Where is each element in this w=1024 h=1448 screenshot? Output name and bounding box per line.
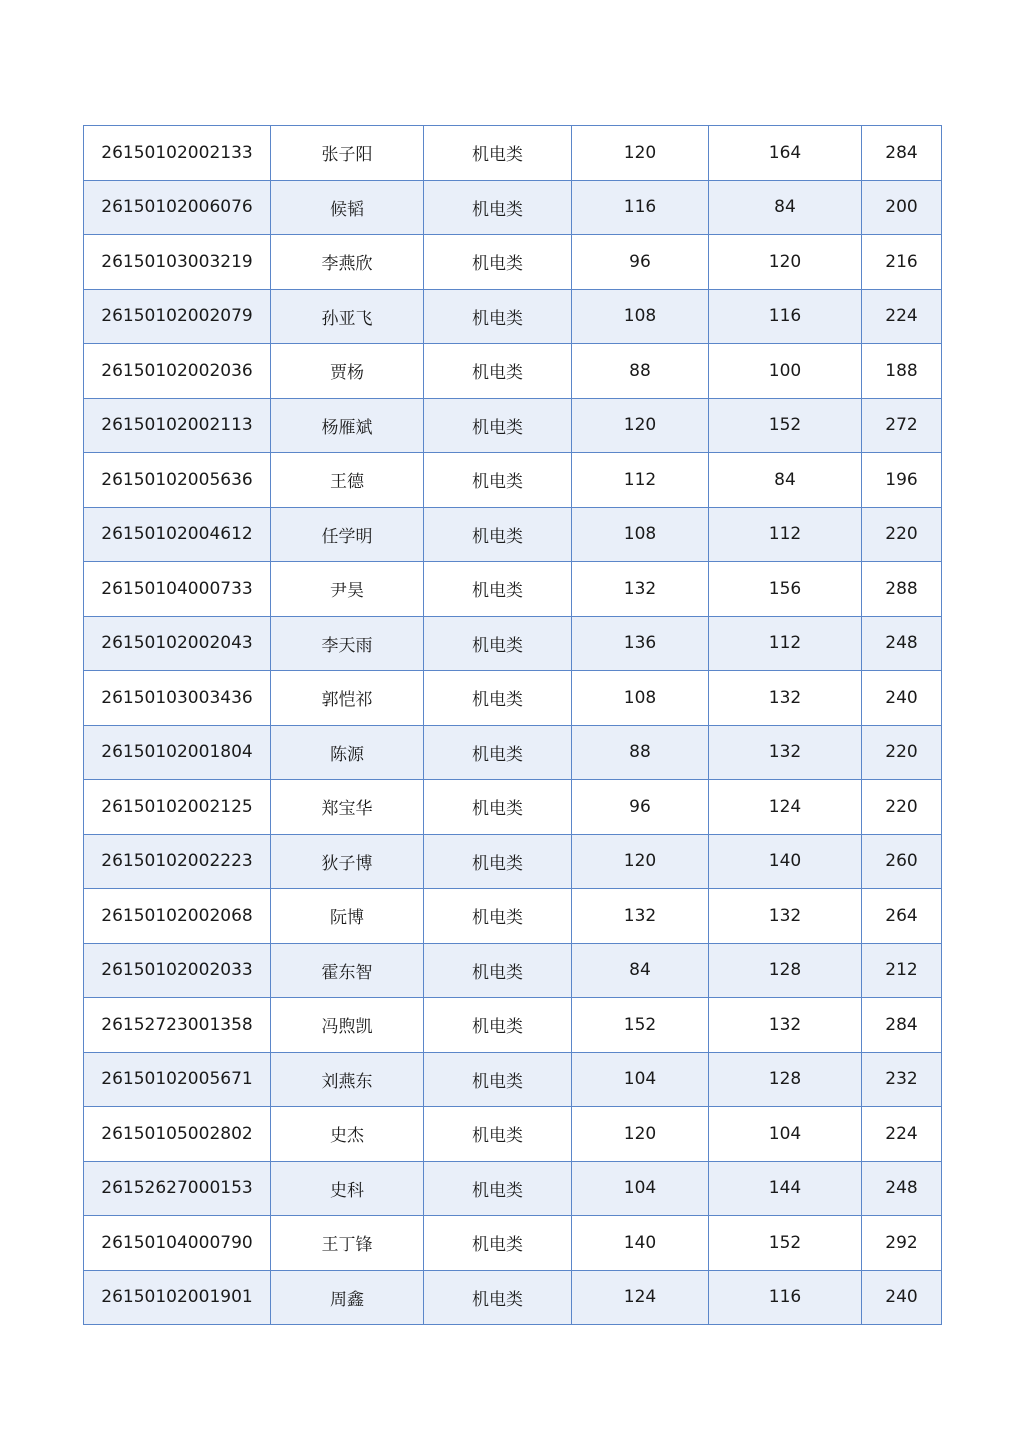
cell-score-1: 120 — [572, 1107, 709, 1162]
cell-score-1: 88 — [572, 725, 709, 780]
table-row — [84, 562, 942, 617]
cell-name: 李燕欣 — [271, 235, 424, 290]
cell-name: 史杰 — [271, 1107, 424, 1162]
cell-major: 机电类 — [424, 1052, 572, 1107]
table-row — [84, 671, 942, 726]
cell-name: 孙亚飞 — [271, 289, 424, 344]
cell-name: 郑宝华 — [271, 780, 424, 835]
cell-score-1: 120 — [572, 834, 709, 889]
cell-score-2: 132 — [709, 671, 862, 726]
cell-total: 292 — [862, 1216, 942, 1271]
cell-score-1: 96 — [572, 780, 709, 835]
cell-score-2: 128 — [709, 1052, 862, 1107]
cell-exam-id: 26150102006076 — [84, 180, 271, 235]
cell-total: 220 — [862, 725, 942, 780]
table-row — [84, 1270, 942, 1325]
cell-name: 贾杨 — [271, 344, 424, 399]
cell-exam-id: 26150102005671 — [84, 1052, 271, 1107]
cell-total: 284 — [862, 126, 942, 181]
cell-major: 机电类 — [424, 889, 572, 944]
cell-total: 196 — [862, 453, 942, 508]
cell-score-1: 132 — [572, 889, 709, 944]
cell-exam-id: 26150103003436 — [84, 671, 271, 726]
cell-major: 机电类 — [424, 1161, 572, 1216]
cell-total: 248 — [862, 1161, 942, 1216]
cell-exam-id: 26150102001901 — [84, 1270, 271, 1325]
cell-score-1: 104 — [572, 1052, 709, 1107]
cell-score-2: 152 — [709, 1216, 862, 1271]
cell-score-2: 124 — [709, 780, 862, 835]
cell-name: 杨雁斌 — [271, 398, 424, 453]
cell-name: 史科 — [271, 1161, 424, 1216]
cell-score-1: 132 — [572, 562, 709, 617]
cell-exam-id: 26150102005636 — [84, 453, 271, 508]
cell-exam-id: 26150102002113 — [84, 398, 271, 453]
table-row — [84, 398, 942, 453]
cell-score-2: 116 — [709, 289, 862, 344]
cell-name: 狄子博 — [271, 834, 424, 889]
table-row — [84, 943, 942, 998]
table-row — [84, 1107, 942, 1162]
cell-total: 240 — [862, 1270, 942, 1325]
cell-major: 机电类 — [424, 562, 572, 617]
cell-score-1: 108 — [572, 671, 709, 726]
cell-exam-id: 26152627000153 — [84, 1161, 271, 1216]
cell-exam-id: 26150104000733 — [84, 562, 271, 617]
cell-major: 机电类 — [424, 1107, 572, 1162]
table-row — [84, 1161, 942, 1216]
cell-score-2: 152 — [709, 398, 862, 453]
score-table — [83, 125, 942, 1325]
cell-total: 240 — [862, 671, 942, 726]
table-row — [84, 344, 942, 399]
cell-score-1: 88 — [572, 344, 709, 399]
cell-exam-id: 26150104000790 — [84, 1216, 271, 1271]
cell-exam-id: 26150102002068 — [84, 889, 271, 944]
cell-exam-id: 26150102002223 — [84, 834, 271, 889]
cell-score-2: 140 — [709, 834, 862, 889]
cell-name: 任学明 — [271, 507, 424, 562]
cell-major: 机电类 — [424, 180, 572, 235]
table-row — [84, 126, 942, 181]
cell-score-2: 156 — [709, 562, 862, 617]
cell-total: 220 — [862, 507, 942, 562]
cell-name: 霍东智 — [271, 943, 424, 998]
cell-score-1: 120 — [572, 126, 709, 181]
cell-major: 机电类 — [424, 725, 572, 780]
cell-score-2: 164 — [709, 126, 862, 181]
cell-score-1: 140 — [572, 1216, 709, 1271]
cell-score-1: 84 — [572, 943, 709, 998]
cell-score-1: 108 — [572, 289, 709, 344]
cell-exam-id: 26150105002802 — [84, 1107, 271, 1162]
cell-exam-id: 26150103003219 — [84, 235, 271, 290]
cell-major: 机电类 — [424, 1270, 572, 1325]
cell-name: 刘燕东 — [271, 1052, 424, 1107]
cell-exam-id: 26150102002125 — [84, 780, 271, 835]
cell-total: 200 — [862, 180, 942, 235]
cell-score-2: 100 — [709, 344, 862, 399]
cell-major: 机电类 — [424, 1216, 572, 1271]
cell-name: 王德 — [271, 453, 424, 508]
cell-score-2: 112 — [709, 616, 862, 671]
cell-exam-id: 26152723001358 — [84, 998, 271, 1053]
cell-major: 机电类 — [424, 453, 572, 508]
cell-total: 224 — [862, 289, 942, 344]
cell-name: 陈源 — [271, 725, 424, 780]
table-row — [84, 453, 942, 508]
table-row — [84, 1052, 942, 1107]
cell-score-1: 96 — [572, 235, 709, 290]
cell-name: 尹昊 — [271, 562, 424, 617]
cell-major: 机电类 — [424, 398, 572, 453]
cell-major: 机电类 — [424, 616, 572, 671]
cell-total: 260 — [862, 834, 942, 889]
cell-name: 冯煦凯 — [271, 998, 424, 1053]
cell-total: 272 — [862, 398, 942, 453]
cell-total: 212 — [862, 943, 942, 998]
cell-score-2: 120 — [709, 235, 862, 290]
cell-major: 机电类 — [424, 126, 572, 181]
cell-total: 216 — [862, 235, 942, 290]
cell-major: 机电类 — [424, 289, 572, 344]
cell-total: 264 — [862, 889, 942, 944]
cell-score-1: 120 — [572, 398, 709, 453]
table-row — [84, 235, 942, 290]
cell-major: 机电类 — [424, 943, 572, 998]
cell-score-1: 152 — [572, 998, 709, 1053]
cell-exam-id: 26150102001804 — [84, 725, 271, 780]
table-row — [84, 998, 942, 1053]
table-row — [84, 180, 942, 235]
table-body — [84, 126, 942, 1325]
cell-score-1: 104 — [572, 1161, 709, 1216]
cell-score-2: 132 — [709, 889, 862, 944]
cell-score-1: 112 — [572, 453, 709, 508]
table-row — [84, 616, 942, 671]
cell-score-1: 136 — [572, 616, 709, 671]
cell-name: 张子阳 — [271, 126, 424, 181]
cell-name: 郭恺祁 — [271, 671, 424, 726]
cell-total: 224 — [862, 1107, 942, 1162]
table-row — [84, 1216, 942, 1271]
table-row — [84, 889, 942, 944]
cell-total: 284 — [862, 998, 942, 1053]
cell-name: 周鑫 — [271, 1270, 424, 1325]
cell-score-2: 128 — [709, 943, 862, 998]
cell-score-2: 112 — [709, 507, 862, 562]
cell-name: 候韬 — [271, 180, 424, 235]
cell-score-1: 108 — [572, 507, 709, 562]
cell-score-2: 104 — [709, 1107, 862, 1162]
cell-total: 188 — [862, 344, 942, 399]
cell-name: 李天雨 — [271, 616, 424, 671]
cell-major: 机电类 — [424, 235, 572, 290]
cell-score-1: 124 — [572, 1270, 709, 1325]
cell-major: 机电类 — [424, 834, 572, 889]
cell-score-2: 132 — [709, 725, 862, 780]
cell-total: 248 — [862, 616, 942, 671]
cell-exam-id: 26150102002036 — [84, 344, 271, 399]
cell-name: 阮博 — [271, 889, 424, 944]
cell-exam-id: 26150102002043 — [84, 616, 271, 671]
cell-score-2: 116 — [709, 1270, 862, 1325]
cell-major: 机电类 — [424, 344, 572, 399]
table-row — [84, 289, 942, 344]
cell-score-2: 144 — [709, 1161, 862, 1216]
cell-major: 机电类 — [424, 671, 572, 726]
cell-major: 机电类 — [424, 507, 572, 562]
cell-total: 220 — [862, 780, 942, 835]
cell-major: 机电类 — [424, 780, 572, 835]
cell-score-1: 116 — [572, 180, 709, 235]
cell-total: 232 — [862, 1052, 942, 1107]
cell-total: 288 — [862, 562, 942, 617]
table-row — [84, 780, 942, 835]
table-row — [84, 725, 942, 780]
table-row — [84, 834, 942, 889]
cell-score-2: 84 — [709, 453, 862, 508]
cell-score-2: 132 — [709, 998, 862, 1053]
cell-exam-id: 26150102002079 — [84, 289, 271, 344]
cell-exam-id: 26150102004612 — [84, 507, 271, 562]
cell-exam-id: 26150102002133 — [84, 126, 271, 181]
cell-name: 王丁锋 — [271, 1216, 424, 1271]
cell-major: 机电类 — [424, 998, 572, 1053]
cell-exam-id: 26150102002033 — [84, 943, 271, 998]
cell-score-2: 84 — [709, 180, 862, 235]
table-row — [84, 507, 942, 562]
